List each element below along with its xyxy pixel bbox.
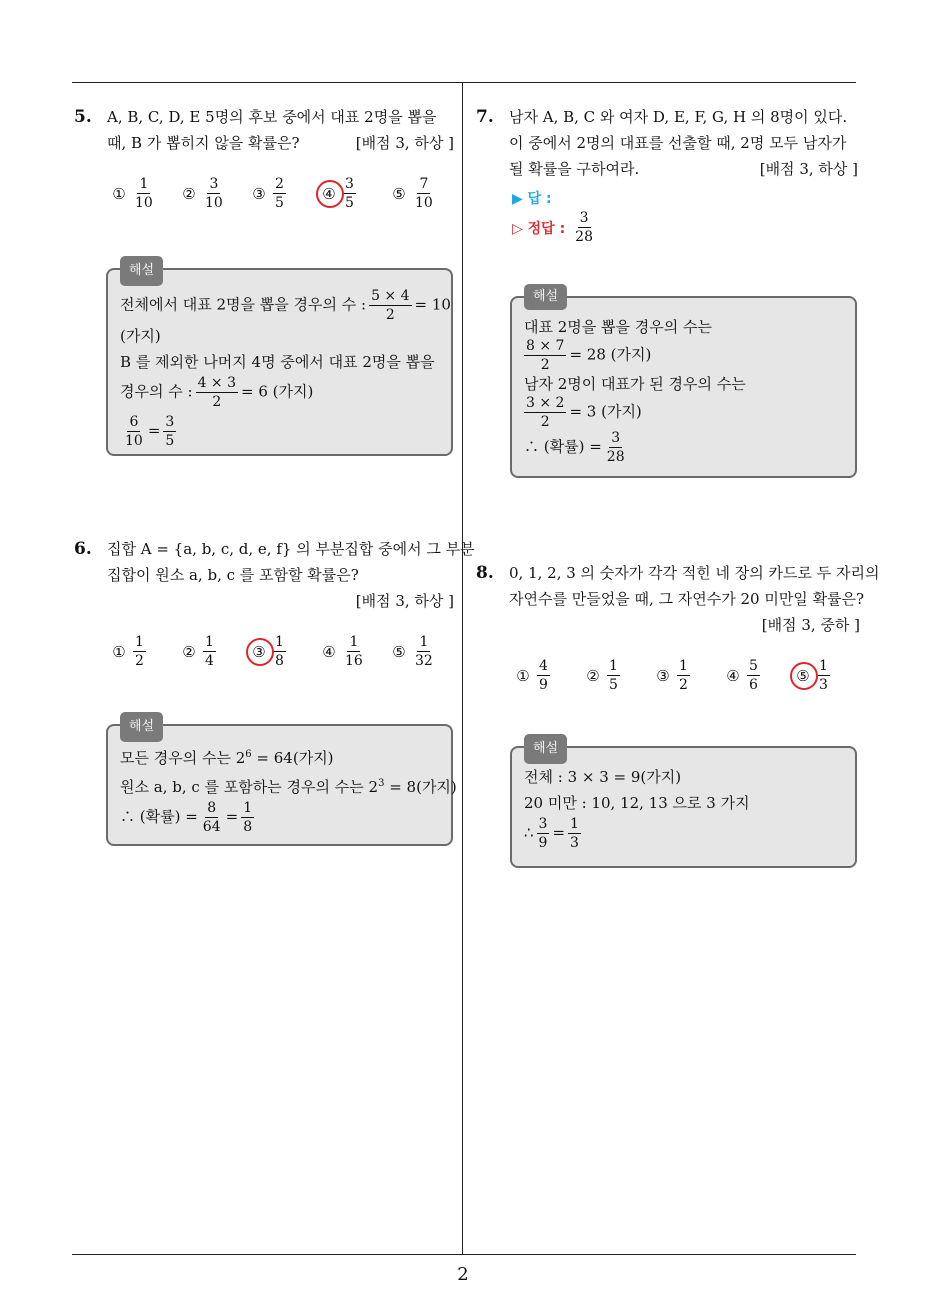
- choice-4[interactable]: [318, 634, 368, 669]
- denominator: 64: [202, 819, 221, 835]
- question-line: [509, 156, 858, 182]
- explanation-label: 해설: [120, 712, 163, 742]
- question-7: [476, 104, 858, 182]
- choice-marker-selected: ⑤: [792, 667, 814, 685]
- numerator: 5 × 4: [371, 288, 410, 304]
- denominator: 16: [345, 653, 363, 669]
- fraction: [524, 395, 566, 430]
- score-tag: [배점 3, 하상 ]: [355, 134, 454, 152]
- question-number: 7.: [476, 107, 494, 127]
- choice-3[interactable]: [248, 634, 289, 669]
- equals-sign: =: [147, 421, 161, 440]
- denominator: 2: [540, 414, 550, 430]
- choice-marker: ⑤: [392, 642, 406, 661]
- question-line: 집합 A = {a, b, c, d, e, f} 의 부분집합 중에서 그 부분: [107, 540, 475, 558]
- denominator: 10: [135, 195, 153, 211]
- question-5: [74, 104, 454, 156]
- question-text: [107, 536, 475, 614]
- question-line-text: 때, B 가 뽑히지 않을 확률은?: [107, 134, 300, 152]
- solution-text: = 10: [414, 295, 451, 314]
- denominator: 32: [415, 653, 433, 669]
- solution-text: 전체에서 대표 2명을 뽑을 경우의 수 :: [120, 295, 367, 314]
- numerator: 8 × 7: [526, 338, 565, 354]
- choice-marker: ①: [516, 666, 530, 685]
- answer-label: ▶ 답 :: [512, 191, 552, 207]
- denominator: 5: [609, 677, 618, 693]
- solution-line: [120, 414, 439, 449]
- choice-fraction: [133, 634, 146, 669]
- column-divider: [462, 82, 463, 1254]
- denominator: 5: [275, 195, 284, 211]
- choice-fraction: [413, 176, 435, 211]
- score-tag: [배점 3, 중하 ]: [761, 616, 860, 634]
- numerator: 2: [275, 176, 284, 192]
- denominator: 10: [125, 433, 143, 449]
- denominator: 28: [575, 229, 593, 245]
- solution-line: [524, 816, 843, 851]
- question-line: 남자 A, B, C 와 여자 D, E, F, G, H 의 8명이 있다.: [509, 108, 848, 126]
- equals-sign: =: [225, 807, 239, 826]
- choice-marker: ①: [112, 642, 126, 661]
- choice-marker-selected: ④: [318, 185, 340, 203]
- solution-line: 전체 : 3 × 3 = 9(가지): [524, 768, 682, 786]
- choice-marker: ③: [656, 666, 670, 685]
- question-text: [107, 104, 454, 156]
- choice-4[interactable]: [318, 176, 359, 211]
- explanation-box-q8: [510, 741, 857, 868]
- solution-line: [524, 430, 843, 465]
- score-tag: [배점 3, 하상 ]: [759, 160, 858, 178]
- numerator: 3 × 2: [526, 395, 565, 411]
- choice-fraction: [747, 658, 760, 693]
- numerator: 1: [139, 176, 149, 192]
- fraction: [241, 800, 254, 835]
- correct-answer-row: [512, 210, 598, 245]
- solution-line: (가지): [120, 327, 161, 345]
- denominator: 3: [819, 677, 828, 693]
- numerator: 5: [749, 658, 758, 674]
- numerator: 3: [345, 176, 354, 192]
- numerator: 1: [349, 634, 359, 650]
- solution-line: [120, 375, 439, 410]
- denominator: 5: [165, 433, 175, 449]
- solution-line: [524, 395, 843, 430]
- choice-marker: ①: [112, 184, 126, 203]
- denominator: 8: [243, 819, 253, 835]
- question-6: [74, 536, 475, 614]
- page-number: 2: [457, 1264, 469, 1285]
- explanation-box-q7: [510, 289, 857, 478]
- numerator: 3: [579, 210, 589, 226]
- solution-text: = 6 (가지): [241, 382, 314, 401]
- fraction: [605, 430, 627, 465]
- solution-line: [120, 771, 457, 800]
- numerator: 3: [165, 414, 175, 430]
- score-tag: [배점 3, 하상 ]: [355, 592, 454, 610]
- choice-fraction: [273, 176, 286, 211]
- fraction: [568, 816, 581, 851]
- choice-marker: ②: [182, 184, 196, 203]
- choice-2[interactable]: [178, 176, 228, 211]
- numerator: 3: [209, 176, 219, 192]
- solution-text: = 8(가지): [384, 778, 457, 796]
- numerator: 3: [611, 430, 621, 446]
- choice-fraction: [413, 634, 435, 669]
- correct-answer-fraction: [573, 210, 595, 245]
- choice-fraction: [677, 658, 690, 693]
- numerator: 1: [679, 658, 688, 674]
- solution-line: B 를 제외한 나머지 4명 중에서 대표 2명을 뽑을: [120, 353, 435, 371]
- choice-1[interactable]: [512, 658, 553, 693]
- solution-text: = 3 (가지): [569, 402, 642, 421]
- numerator: 1: [819, 658, 828, 674]
- denominator: 28: [606, 449, 625, 465]
- question-line: 이 중에서 2명의 대표를 선출할 때, 2명 모두 남자가: [509, 134, 847, 152]
- numerator: 4: [539, 658, 548, 674]
- solution-text: ∴ (확률) =: [120, 807, 198, 826]
- question-number: 6.: [74, 539, 92, 559]
- solution-line: 남자 2명이 대표가 된 경우의 수는: [524, 375, 746, 393]
- fraction: [369, 288, 411, 323]
- solution-line: [120, 800, 439, 835]
- choice-4[interactable]: [722, 658, 763, 693]
- denominator: 2: [679, 677, 688, 693]
- correct-answer-label: ▷ 정답 :: [512, 220, 566, 237]
- denominator: 10: [205, 195, 223, 211]
- denominator: 5: [345, 195, 354, 211]
- explanation-label: 해설: [524, 284, 567, 310]
- choice-marker-selected: ③: [248, 643, 270, 661]
- choice-fraction: [537, 658, 550, 693]
- numerator: 1: [135, 634, 144, 650]
- explanation-label: 해설: [524, 734, 567, 764]
- choice-fraction: [607, 658, 620, 693]
- denominator: 2: [540, 357, 550, 373]
- question-line: 집합이 원소 a, b, c 를 포함할 확률은?: [107, 566, 359, 584]
- choice-fraction: [273, 634, 286, 669]
- question-line: 0, 1, 2, 3 의 숫자가 각각 적힌 네 장의 카드로 두 자리의: [509, 564, 880, 582]
- numerator: 1: [205, 634, 214, 650]
- question-line: 자연수를 만들었을 때, 그 자연수가 20 미만일 확률은?: [509, 590, 865, 608]
- choice-fraction: [343, 176, 356, 211]
- choice-5[interactable]: [388, 176, 438, 211]
- numerator: 1: [419, 634, 429, 650]
- explanation-label: 해설: [120, 256, 163, 286]
- numerator: 1: [570, 816, 579, 832]
- choice-3[interactable]: [248, 176, 289, 211]
- solution-text: = 64(가지): [251, 749, 334, 767]
- solution-text: = 28 (가지): [569, 345, 652, 364]
- numerator: 4 × 3: [197, 375, 237, 391]
- solution-line: 대표 2명을 뽑을 경우의 수는: [524, 318, 713, 336]
- bottom-rule: [72, 1254, 856, 1255]
- choice-marker: ⑤: [392, 184, 406, 203]
- exponent: 6: [245, 749, 252, 760]
- question-text: [509, 104, 858, 182]
- solution-text: ∴ (확률) =: [524, 437, 602, 456]
- choice-marker: ②: [182, 642, 196, 661]
- choices-q5: [108, 176, 448, 216]
- solution-line: 20 미만 : 10, 12, 13 으로 3 가지: [524, 794, 750, 812]
- denominator: 6: [749, 677, 758, 693]
- denominator: 2: [385, 307, 395, 323]
- choice-2[interactable]: [582, 658, 623, 693]
- choice-marker: ④: [726, 666, 740, 685]
- fraction: [123, 414, 145, 449]
- choice-1[interactable]: [108, 634, 149, 669]
- choice-fraction: [203, 634, 216, 669]
- fraction: [201, 800, 223, 835]
- explanation-box-q5: [106, 263, 453, 456]
- choices-q8: [512, 658, 852, 698]
- question-number: 8.: [476, 563, 494, 583]
- choice-3[interactable]: [652, 658, 693, 693]
- denominator: 8: [275, 653, 284, 669]
- choice-marker: ④: [322, 642, 336, 661]
- exponent: 3: [378, 778, 385, 789]
- choices-q6: [108, 634, 448, 674]
- numerator: 8: [207, 800, 217, 816]
- top-rule: [72, 82, 856, 83]
- choice-marker: ③: [252, 184, 266, 203]
- fraction: [196, 375, 238, 410]
- choice-5[interactable]: [792, 658, 833, 693]
- fraction: [524, 338, 566, 373]
- numerator: 1: [243, 800, 253, 816]
- choice-2[interactable]: [178, 634, 219, 669]
- solution-line: [120, 742, 439, 771]
- choice-fraction: [203, 176, 225, 211]
- solution-text: 경우의 수 :: [120, 382, 193, 401]
- denominator: 2: [135, 653, 144, 669]
- question-line: A, B, C, D, E 5명의 후보 중에서 대표 2명을 뽑을: [107, 108, 437, 126]
- numerator: 7: [419, 176, 429, 192]
- equals-sign: =: [552, 823, 566, 842]
- numerator: 6: [129, 414, 139, 430]
- solution-text: 모든 경우의 수는 2: [120, 749, 246, 767]
- choice-fraction: [817, 658, 830, 693]
- numerator: 1: [275, 634, 284, 650]
- solution-line: [120, 288, 451, 323]
- question-8: [476, 560, 880, 638]
- solution-text: 원소 a, b, c 를 포함하는 경우의 수는 2: [120, 778, 379, 796]
- denominator: 2: [212, 394, 222, 410]
- denominator: 10: [415, 195, 433, 211]
- question-number: 5.: [74, 107, 92, 127]
- solution-line: [524, 338, 843, 373]
- question-line: [107, 130, 454, 156]
- choice-fraction: [343, 634, 365, 669]
- choice-fraction: [133, 176, 155, 211]
- numerator: 3: [538, 816, 548, 832]
- choice-5[interactable]: [388, 634, 438, 669]
- fraction: [537, 816, 550, 851]
- numerator: 1: [609, 658, 618, 674]
- solution-text: ∴: [524, 823, 534, 842]
- question-line-text: 될 확률을 구하여라.: [509, 160, 640, 178]
- explanation-box-q6: [106, 719, 457, 846]
- denominator: 9: [538, 835, 548, 851]
- denominator: 3: [570, 835, 579, 851]
- denominator: 9: [539, 677, 548, 693]
- choice-marker: ②: [586, 666, 600, 685]
- choice-1[interactable]: [108, 176, 158, 211]
- denominator: 4: [205, 653, 214, 669]
- answer-input-row[interactable]: [512, 188, 552, 208]
- question-text: [509, 560, 880, 638]
- fraction: [163, 414, 176, 449]
